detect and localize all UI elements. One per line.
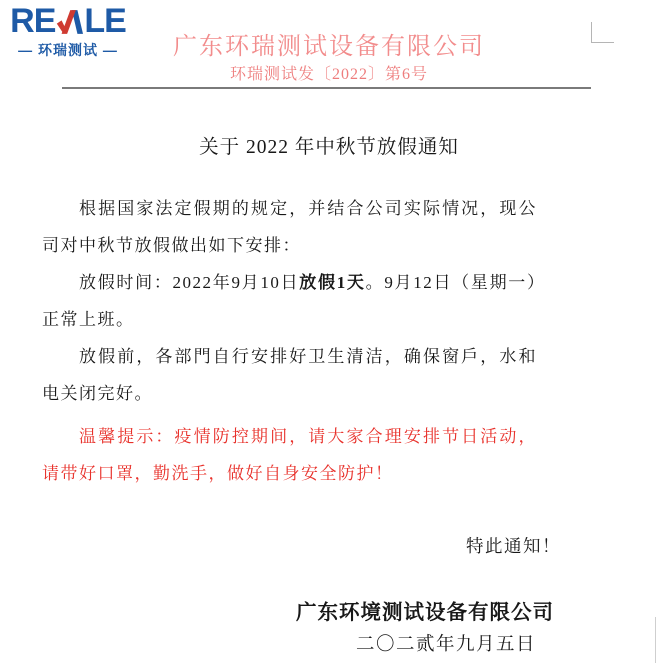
logo-brand-right: LE bbox=[84, 2, 126, 40]
closing-notice: 特此通知！ bbox=[466, 536, 561, 556]
letterhead-company-name: 广东环瑞测试设备有限公司 bbox=[173, 34, 485, 60]
paragraph-intro: 根据国家法定假期的规定，并结合公司实际情况，现公司对中秋节放假做出如下安排： bbox=[42, 199, 537, 255]
paragraph-reminder: 温馨提示：疫情防控期间，请大家合理安排节日活动，请带好口罩，勤洗手，做好自身安全防护！ bbox=[42, 427, 537, 483]
paragraph-holiday-time bbox=[42, 264, 537, 338]
notice-title: 关于 2022 年中秋节放假通知 bbox=[199, 137, 459, 158]
paragraph-preparation: 放假前，各部門自行安排好卫生清洁，确保窗戶，水和电关闭完好。 bbox=[42, 347, 537, 403]
logo-tagline: — 环瑞测试 — bbox=[18, 42, 118, 58]
page-edge-mark bbox=[655, 617, 656, 663]
header-divider bbox=[62, 87, 591, 89]
logo-brand-left: RE bbox=[10, 2, 56, 40]
holiday-duration-bold: 放假1天 bbox=[299, 273, 366, 292]
page-corner-mark bbox=[591, 22, 614, 43]
signature-date: 二〇二贰年九月五日 bbox=[355, 635, 536, 655]
holiday-time-text: 放假时间：2022年9月10日 bbox=[79, 273, 300, 292]
workday-text: 。9月12日（星期一）正常上班。 bbox=[42, 273, 538, 329]
letterhead-doc-number: 环瑞测试发〔2022〕第6号 bbox=[229, 66, 428, 83]
signature-company: 广东环境测试设备有限公司 bbox=[296, 602, 554, 624]
notice-body bbox=[42, 190, 537, 492]
